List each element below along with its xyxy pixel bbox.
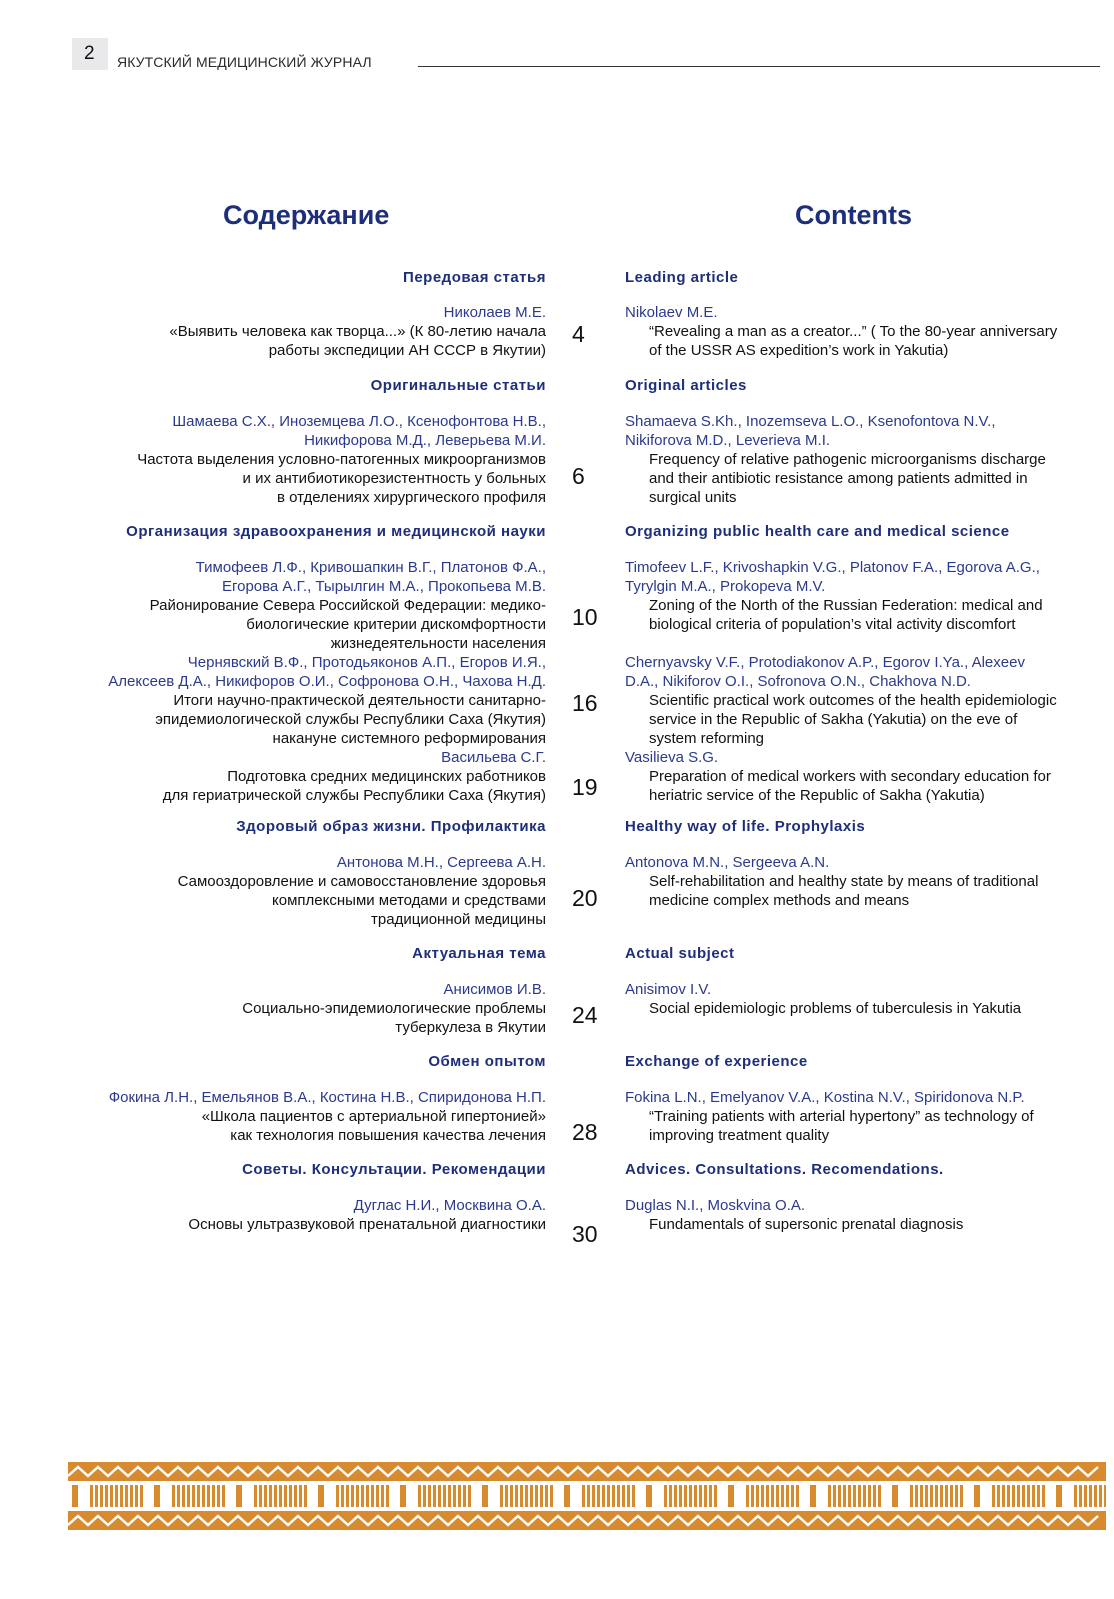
entry-authors: Васильева С.Г.: [441, 749, 546, 766]
entry-title: medicine complex methods and means: [649, 892, 910, 909]
entry-title: Fundamentals of supersonic prenatal diagnosis: [649, 1216, 964, 1233]
entry-title: Частота выделения условно-патогенных микроорганизмов: [137, 451, 546, 468]
toc-entry-ru: [26, 1088, 546, 1145]
contents-title-en: Contents: [795, 200, 912, 230]
entry-authors: Antonova M.N., Sergeeva A.N.: [625, 854, 830, 871]
entry-authors: Никифорова М.Д., Леверьева М.И.: [304, 432, 546, 449]
entry-title: biological criteria of population’s vital activity discomfort: [649, 616, 1016, 633]
section-heading-ru: Обмен опытом: [428, 1053, 546, 1070]
entry-authors: Фокина Л.Н., Емельянов В.А., Костина Н.В., Спиридонова Н.П.: [108, 1089, 546, 1106]
entry-page-number: 19: [572, 774, 598, 800]
section-heading-ru: Оригинальные статьи: [370, 377, 546, 394]
toc-entry-ru: [26, 303, 546, 360]
toc-entry-ru: [26, 1196, 546, 1234]
entry-authors: Vasilieva S.G.: [625, 749, 719, 766]
entry-title: “Training patients with arterial hypertony” as technology of: [649, 1108, 1034, 1125]
section-heading-ru: Здоровый образ жизни. Профилактика: [236, 818, 546, 835]
entry-authors: Тимофеев Л.Ф., Кривошапкин В.Г., Платонов Ф.А.,: [195, 559, 546, 576]
entry-title: и их антибиотикорезистентность у больных: [242, 470, 546, 487]
section-heading-en: Healthy way of life. Prophylaxis: [625, 818, 866, 835]
entry-title: Итоги научно-практической деятельности санитарно-: [173, 692, 546, 709]
entry-title: как технология повышения качества лечения: [230, 1127, 546, 1144]
entry-title: Scientific practical work outcomes of the health epidemiologic: [649, 692, 1057, 709]
section-heading-en: Actual subject: [625, 945, 735, 962]
entry-title: Самооздоровление и самовосстановление здоровья: [177, 873, 546, 890]
entry-title: комплексными методами и средствами: [272, 892, 546, 909]
entry-title: and their antibiotic resistance among patients admitted in: [649, 470, 1028, 487]
entry-title: Районирование Севера Российской Федерации: медико-: [149, 597, 546, 614]
entry-title: работы экспедиции АН СССР в Якутии): [268, 342, 546, 359]
section-heading-en: Advices. Consultations. Recomendations.: [625, 1161, 944, 1178]
toc-entry-en: [625, 1088, 1100, 1145]
entry-authors: Duglas N.I., Moskvina O.A.: [625, 1197, 806, 1214]
ornament-border: [68, 1462, 1106, 1530]
entry-authors: Tyrylgin M.A., Prokopeva M.V.: [625, 578, 826, 595]
entry-title: в отделениях хирургического профиля: [276, 489, 546, 506]
entry-page-number: 24: [572, 1002, 598, 1028]
entry-authors: Николаев М.Е.: [443, 304, 546, 321]
entry-authors: Anisimov I.V.: [625, 981, 712, 998]
entry-title: традиционной медицины: [371, 911, 546, 928]
entry-title: Social epidemiologic problems of tuberculesis in Yakutia: [649, 1000, 1022, 1017]
entry-authors: Timofeev L.F., Krivoshapkin V.G., Platonov F.A., Egorova A.G.,: [625, 559, 1040, 576]
entry-title: “Revealing a man as a creator...” ( To the 80-year anniversary: [649, 323, 1058, 340]
entry-authors: Анисимов И.В.: [443, 981, 546, 998]
section-heading-ru: Передовая статья: [403, 269, 546, 286]
header-rule: [418, 66, 1100, 67]
entry-page-number: 4: [572, 321, 585, 347]
entry-title: Подготовка средних медицинских работников: [227, 768, 546, 785]
entry-title: service in the Republic of Sakha (Yakutia) on the eve of: [649, 711, 1018, 728]
entry-page-number: 20: [572, 885, 598, 911]
entry-authors: Дуглас Н.И., Москвина О.А.: [353, 1197, 546, 1214]
toc-entry-ru: [26, 412, 546, 507]
section-heading-ru: Организация здравоохранения и медицинской науки: [126, 523, 546, 540]
entry-title: Основы ультразвуковой пренатальной диагностики: [188, 1216, 546, 1233]
toc-entry-en: [625, 1196, 1100, 1234]
entry-authors: Chernyavsky V.F., Protodiakonov A.P., Egorov I.Ya., Alexeev: [625, 654, 1025, 671]
entry-page-number: 6: [572, 463, 585, 489]
entry-title: «Выявить человека как творца...» (К 80-летию начала: [169, 323, 546, 340]
entry-title: туберкулеза в Якутии: [395, 1019, 546, 1036]
entry-title: Self-rehabilitation and healthy state by means of traditional: [649, 873, 1039, 890]
entry-authors: Fokina L.N., Emelyanov V.A., Kostina N.V., Spiridonova N.P.: [625, 1089, 1025, 1106]
contents-title-ru: Содержание: [223, 200, 390, 230]
page-number: 2: [72, 38, 108, 70]
entry-authors: Чернявский В.Ф., Протодьяконов А.П., Егоров И.Я.,: [187, 654, 546, 671]
entry-authors: Nikolaev M.E.: [625, 304, 718, 321]
entry-title: improving treatment quality: [649, 1127, 830, 1144]
entry-authors: D.A., Nikiforov O.I., Sofronova O.N., Chakhova N.D.: [625, 673, 971, 690]
entry-authors: Алексеев Д.А., Никифоров О.И., Софронова О.Н., Чахова Н.Д.: [108, 673, 546, 690]
toc-entry-en: [625, 303, 1100, 360]
section-heading-ru: Советы. Консультации. Рекомендации: [242, 1161, 546, 1178]
entry-title: «Школа пациентов с артериальной гипертонией»: [201, 1108, 546, 1125]
section-heading-en: Organizing public health care and medical science: [625, 523, 1010, 540]
section-heading-ru: Актуальная тема: [412, 945, 546, 962]
section-heading-en: Original articles: [625, 377, 747, 394]
toc-entry-en: [625, 412, 1100, 507]
toc-entry-en: [625, 980, 1100, 1018]
section-heading-en: Leading article: [625, 269, 739, 286]
entry-page-number: 30: [572, 1221, 598, 1247]
entry-title: для гериатрической службы Республики Саха (Якутия): [162, 787, 546, 804]
entry-authors: Shamaeva S.Kh., Inozemseva L.O., Ksenofontova N.V.,: [625, 413, 996, 430]
entry-title: Frequency of relative pathogenic microorganisms discharge: [649, 451, 1046, 468]
journal-title: ЯКУТСКИЙ МЕДИЦИНСКИЙ ЖУРНАЛ: [117, 54, 372, 70]
entry-title: Zoning of the North of the Russian Federation: medical and: [649, 597, 1043, 614]
entry-title: of the USSR AS expedition’s work in Yakutia): [649, 342, 949, 359]
entry-page-number: 16: [572, 690, 598, 716]
entry-authors: Антонова М.Н., Сергеева А.Н.: [336, 854, 546, 871]
toc-entry-ru: [26, 558, 546, 805]
section-heading-en: Exchange of experience: [625, 1053, 808, 1070]
entry-authors: Егорова А.Г., Тырылгин М.А., Прокопьева М.В.: [221, 578, 546, 595]
entry-title: биологические критерии дискомфортности: [246, 616, 546, 633]
entry-title: surgical units: [649, 489, 737, 506]
toc-entry-ru: [26, 853, 546, 929]
toc-entry-en: [625, 853, 1100, 910]
entry-page-number: 28: [572, 1119, 598, 1145]
toc-entry-ru: [26, 980, 546, 1037]
toc-entry-en: [625, 558, 1100, 805]
entry-title: Социально-эпидемиологические проблемы: [242, 1000, 546, 1017]
entry-authors: Шамаева С.Х., Иноземцева Л.О., Ксенофонтова Н.В.,: [172, 413, 546, 430]
entry-title: Preparation of medical workers with secondary education for: [649, 768, 1051, 785]
entry-authors: Nikiforova M.D., Leverieva M.I.: [625, 432, 831, 449]
entry-title: heriatric service of the Republic of Sakha (Yakutia): [649, 787, 985, 804]
entry-title: system reforming: [649, 730, 765, 747]
entry-title: эпидемиологической службы Республики Саха (Якутия): [155, 711, 546, 728]
entry-title: жизнедеятельности населения: [330, 635, 546, 652]
entry-page-number: 10: [572, 604, 598, 630]
entry-title: накануне системного реформирования: [272, 730, 546, 747]
